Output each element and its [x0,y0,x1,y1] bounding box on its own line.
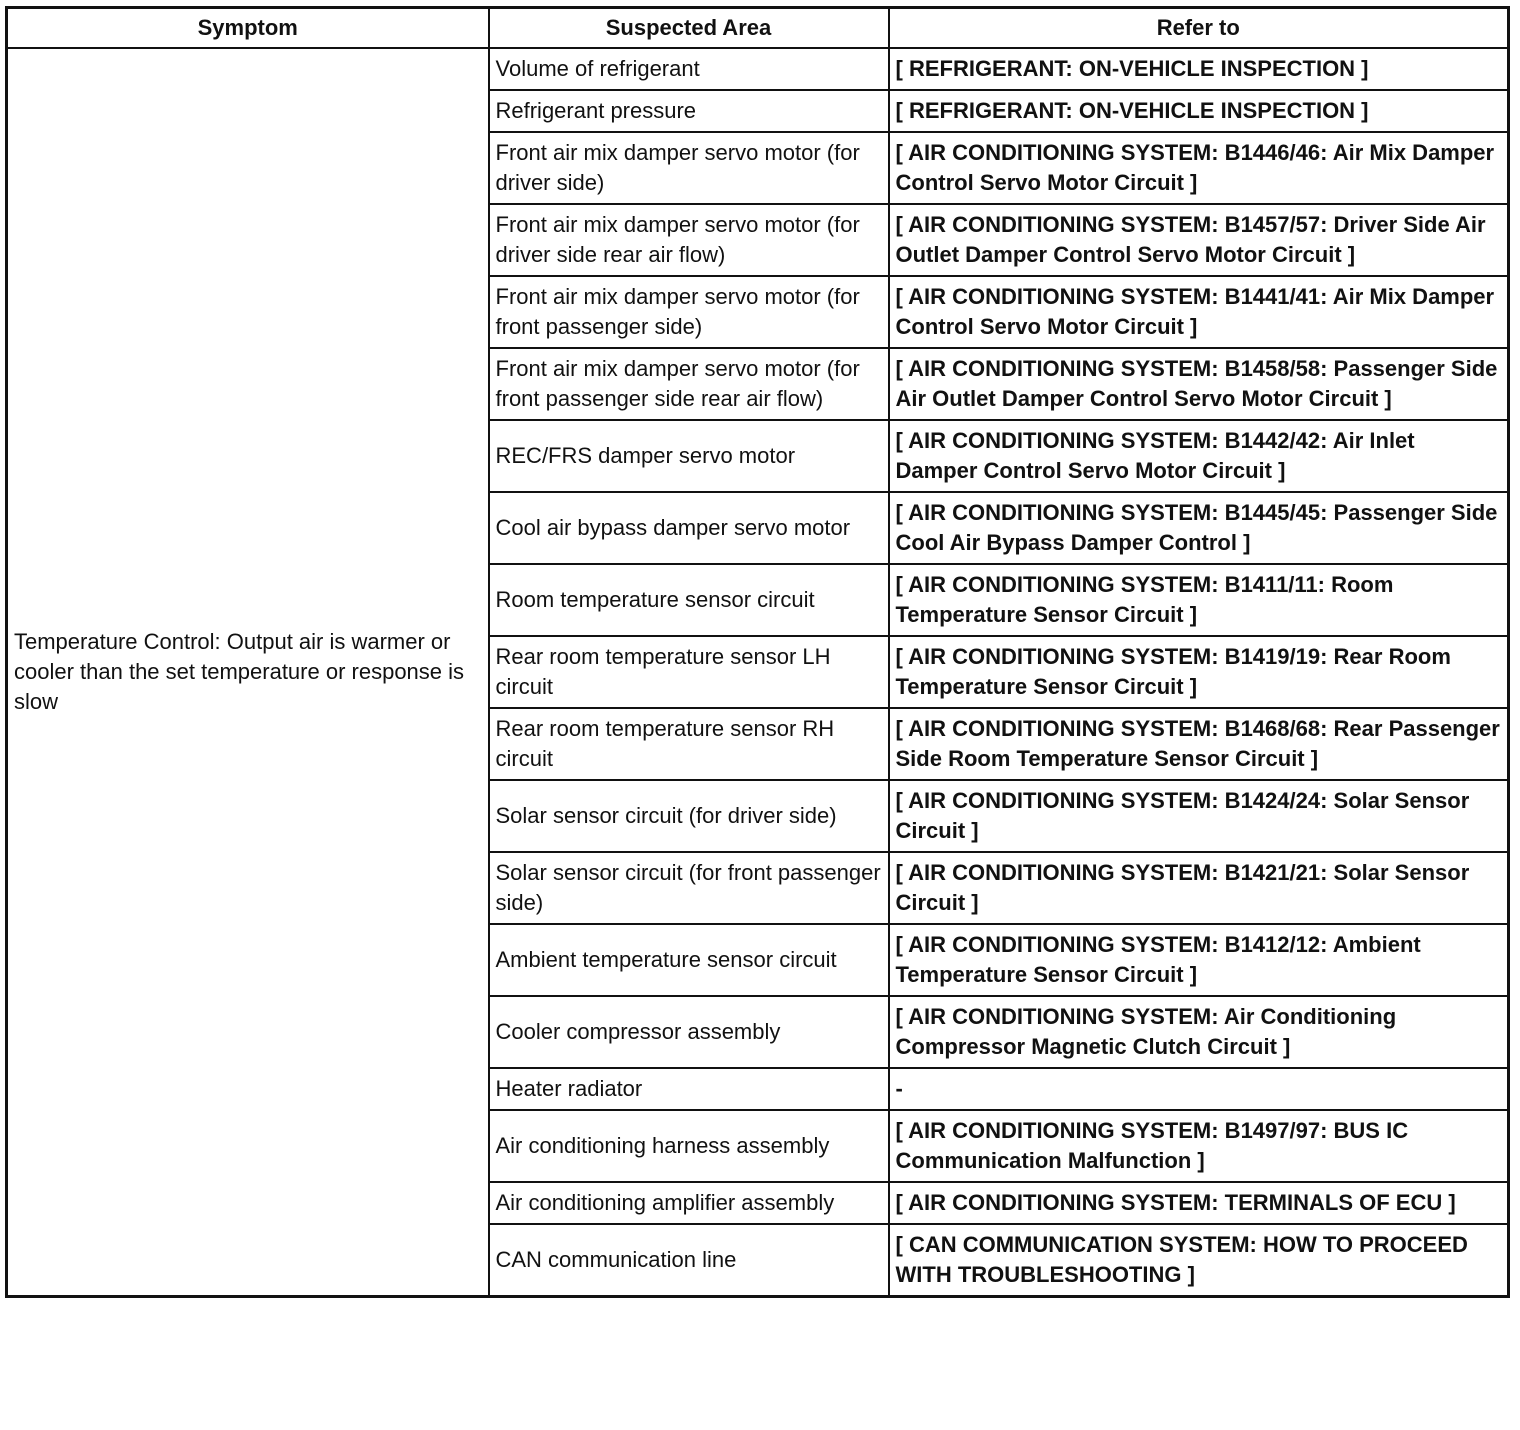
refer-to-cell: [ AIR CONDITIONING SYSTEM: B1457/57: Driver Side Air Outlet Damper Control Servo Motor Circuit ] [889,204,1509,276]
table-row [7,48,1509,90]
suspected-area-cell: Cool air bypass damper servo motor [489,492,889,564]
header-symptom: Symptom [7,8,489,49]
suspected-area-cell: Volume of refrigerant [489,48,889,90]
header-row [7,8,1509,49]
suspected-area-cell: Air conditioning amplifier assembly [489,1182,889,1224]
suspected-area-cell: Front air mix damper servo motor (for driver side rear air flow) [489,204,889,276]
symptom-cell: Temperature Control: Output air is warmer or cooler than the set temperature or response is slow [7,48,489,1297]
troubleshooting-table [5,6,1510,1298]
suspected-area-cell: Front air mix damper servo motor (for front passenger side) [489,276,889,348]
refer-to-cell: [ AIR CONDITIONING SYSTEM: B1497/97: BUS IC Communication Malfunction ] [889,1110,1509,1182]
refer-to-cell: [ AIR CONDITIONING SYSTEM: B1419/19: Rear Room Temperature Sensor Circuit ] [889,636,1509,708]
header-refer-to: Refer to [889,8,1509,49]
suspected-area-cell: Refrigerant pressure [489,90,889,132]
suspected-area-cell: Front air mix damper servo motor (for front passenger side rear air flow) [489,348,889,420]
refer-to-cell: [ AIR CONDITIONING SYSTEM: B1421/21: Solar Sensor Circuit ] [889,852,1509,924]
refer-to-cell: [ AIR CONDITIONING SYSTEM: B1458/58: Passenger Side Air Outlet Damper Control Servo Motor Circuit ] [889,348,1509,420]
refer-to-cell: [ AIR CONDITIONING SYSTEM: B1446/46: Air Mix Damper Control Servo Motor Circuit ] [889,132,1509,204]
suspected-area-cell: Heater radiator [489,1068,889,1110]
refer-to-cell: [ AIR CONDITIONING SYSTEM: B1411/11: Room Temperature Sensor Circuit ] [889,564,1509,636]
refer-to-cell: [ REFRIGERANT: ON-VEHICLE INSPECTION ] [889,48,1509,90]
refer-to-cell: [ AIR CONDITIONING SYSTEM: B1441/41: Air Mix Damper Control Servo Motor Circuit ] [889,276,1509,348]
refer-to-cell: [ REFRIGERANT: ON-VEHICLE INSPECTION ] [889,90,1509,132]
suspected-area-cell: Rear room temperature sensor LH circuit [489,636,889,708]
refer-to-cell: [ AIR CONDITIONING SYSTEM: B1468/68: Rear Passenger Side Room Temperature Sensor Circuit ] [889,708,1509,780]
suspected-area-cell: Solar sensor circuit (for front passenger side) [489,852,889,924]
refer-to-cell: [ AIR CONDITIONING SYSTEM: B1445/45: Passenger Side Cool Air Bypass Damper Control ] [889,492,1509,564]
suspected-area-cell: REC/FRS damper servo motor [489,420,889,492]
refer-to-cell: [ AIR CONDITIONING SYSTEM: B1424/24: Solar Sensor Circuit ] [889,780,1509,852]
suspected-area-cell: Room temperature sensor circuit [489,564,889,636]
suspected-area-cell: Ambient temperature sensor circuit [489,924,889,996]
suspected-area-cell: CAN communication line [489,1224,889,1297]
refer-to-cell: [ AIR CONDITIONING SYSTEM: TERMINALS OF ECU ] [889,1182,1509,1224]
refer-to-cell: [ AIR CONDITIONING SYSTEM: B1412/12: Ambient Temperature Sensor Circuit ] [889,924,1509,996]
suspected-area-cell: Solar sensor circuit (for driver side) [489,780,889,852]
suspected-area-cell: Air conditioning harness assembly [489,1110,889,1182]
suspected-area-cell: Front air mix damper servo motor (for driver side) [489,132,889,204]
suspected-area-cell: Rear room temperature sensor RH circuit [489,708,889,780]
refer-to-cell: [ AIR CONDITIONING SYSTEM: Air Conditioning Compressor Magnetic Clutch Circuit ] [889,996,1509,1068]
refer-to-cell: [ CAN COMMUNICATION SYSTEM: HOW TO PROCEED WITH TROUBLESHOOTING ] [889,1224,1509,1297]
header-suspected-area: Suspected Area [489,8,889,49]
suspected-area-cell: Cooler compressor assembly [489,996,889,1068]
refer-to-cell: [ AIR CONDITIONING SYSTEM: B1442/42: Air Inlet Damper Control Servo Motor Circuit ] [889,420,1509,492]
refer-to-cell: - [889,1068,1509,1110]
